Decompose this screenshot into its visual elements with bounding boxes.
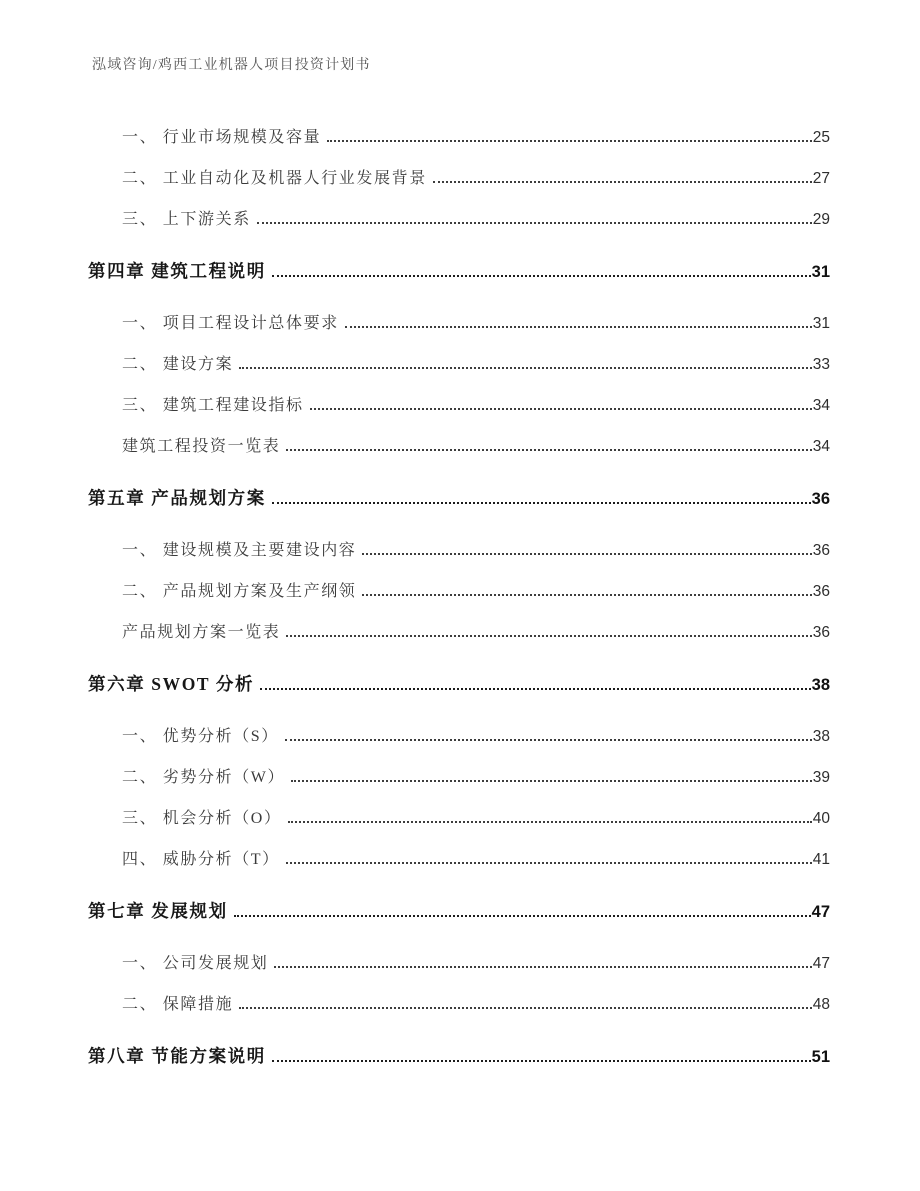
toc-chapter-entry[interactable]: [88, 251, 830, 292]
toc-entry-page: 36: [812, 624, 830, 641]
dot-leader: [239, 367, 812, 369]
toc-entry-label: 第六章 SWOT 分析: [88, 674, 255, 694]
toc-entry-label: 二、 产品规划方案及生产纲领: [122, 583, 357, 600]
toc-entry-page: 48: [812, 996, 830, 1013]
dot-leader: [260, 688, 811, 690]
dot-leader: [327, 140, 812, 142]
table-of-contents: [88, 117, 830, 1077]
toc-entry-label: 一、 项目工程设计总体要求: [122, 315, 339, 332]
dot-leader: [239, 1007, 812, 1009]
toc-entry[interactable]: [88, 385, 830, 426]
toc-entry-label: 四、 威胁分析（T）: [122, 851, 280, 868]
toc-entry-label: 一、 建设规模及主要建设内容: [122, 542, 357, 559]
toc-entry[interactable]: [88, 117, 830, 158]
toc-entry[interactable]: [88, 344, 830, 385]
dot-leader: [310, 408, 812, 410]
toc-entry-page: 31: [811, 263, 830, 281]
toc-entry-label: 三、 建筑工程建设指标: [122, 397, 304, 414]
toc-entry[interactable]: [88, 426, 830, 467]
toc-chapter-entry[interactable]: [88, 891, 830, 932]
dot-leader: [274, 966, 811, 968]
toc-entry-page: 47: [811, 903, 830, 921]
toc-entry-page: 47: [812, 955, 830, 972]
toc-entry[interactable]: [88, 571, 830, 612]
document-page: [0, 58, 920, 1191]
toc-entry-label: 二、 建设方案: [122, 356, 234, 373]
dot-leader: [362, 594, 811, 596]
toc-entry[interactable]: [88, 303, 830, 344]
toc-entry-page: 34: [812, 438, 830, 455]
toc-entry-label: 第八章 节能方案说明: [88, 1046, 266, 1066]
toc-entry-page: 29: [812, 211, 830, 228]
toc-entry[interactable]: [88, 612, 830, 653]
toc-entry-label: 产品规划方案一览表: [122, 624, 281, 641]
toc-entry-page: 41: [812, 851, 830, 868]
toc-entry-label: 三、 机会分析（O）: [122, 810, 282, 827]
toc-entry-label: 二、 工业自动化及机器人行业发展背景: [122, 170, 427, 187]
toc-entry[interactable]: [88, 984, 830, 1025]
dot-leader: [272, 275, 811, 277]
toc-entry-label: 建筑工程投资一览表: [122, 438, 281, 455]
dot-leader: [291, 780, 812, 782]
dot-leader: [286, 449, 811, 451]
toc-entry-page: 36: [811, 490, 830, 508]
toc-entry-page: 39: [812, 769, 830, 786]
dot-leader: [286, 635, 811, 637]
toc-entry-page: 38: [811, 676, 830, 694]
toc-entry-page: 36: [812, 542, 830, 559]
toc-entry-page: 34: [812, 397, 830, 414]
toc-entry-page: 40: [812, 810, 830, 827]
toc-entry[interactable]: [88, 798, 830, 839]
dot-leader: [345, 326, 812, 328]
dot-leader: [285, 739, 812, 741]
dot-leader: [257, 222, 812, 224]
dot-leader: [362, 553, 811, 555]
toc-entry-label: 第五章 产品规划方案: [88, 488, 266, 508]
dot-leader: [433, 181, 812, 183]
toc-entry-label: 三、 上下游关系: [122, 211, 251, 228]
toc-entry-page: 25: [812, 129, 830, 146]
toc-entry-page: 33: [812, 356, 830, 373]
toc-entry-label: 第四章 建筑工程说明: [88, 261, 266, 281]
toc-chapter-entry[interactable]: [88, 664, 830, 705]
toc-entry-label: 一、 公司发展规划: [122, 955, 269, 972]
toc-chapter-entry[interactable]: [88, 478, 830, 519]
toc-entry-label: 第七章 发展规划: [88, 901, 228, 921]
toc-entry[interactable]: [88, 158, 830, 199]
toc-entry[interactable]: [88, 839, 830, 880]
toc-entry-page: 38: [812, 728, 830, 745]
toc-chapter-entry[interactable]: [88, 1036, 830, 1077]
toc-entry-label: 一、 优势分析（S）: [122, 728, 279, 745]
dot-leader: [288, 821, 812, 823]
dot-leader: [286, 862, 812, 864]
toc-entry[interactable]: [88, 530, 830, 571]
toc-entry[interactable]: [88, 757, 830, 798]
toc-entry-page: 27: [812, 170, 830, 187]
dot-leader: [272, 502, 811, 504]
toc-entry-page: 36: [812, 583, 830, 600]
document-header: 泓域咨询/鸡西工业机器人项目投资计划书: [92, 58, 371, 73]
toc-entry-label: 二、 保障措施: [122, 996, 234, 1013]
dot-leader: [234, 915, 811, 917]
toc-entry[interactable]: [88, 943, 830, 984]
toc-entry-label: 二、 劣势分析（W）: [122, 769, 286, 786]
toc-entry-page: 31: [812, 315, 830, 332]
toc-entry-page: 51: [811, 1048, 830, 1066]
toc-entry[interactable]: [88, 199, 830, 240]
toc-entry[interactable]: [88, 716, 830, 757]
dot-leader: [272, 1060, 811, 1062]
toc-entry-label: 一、 行业市场规模及容量: [122, 129, 322, 146]
